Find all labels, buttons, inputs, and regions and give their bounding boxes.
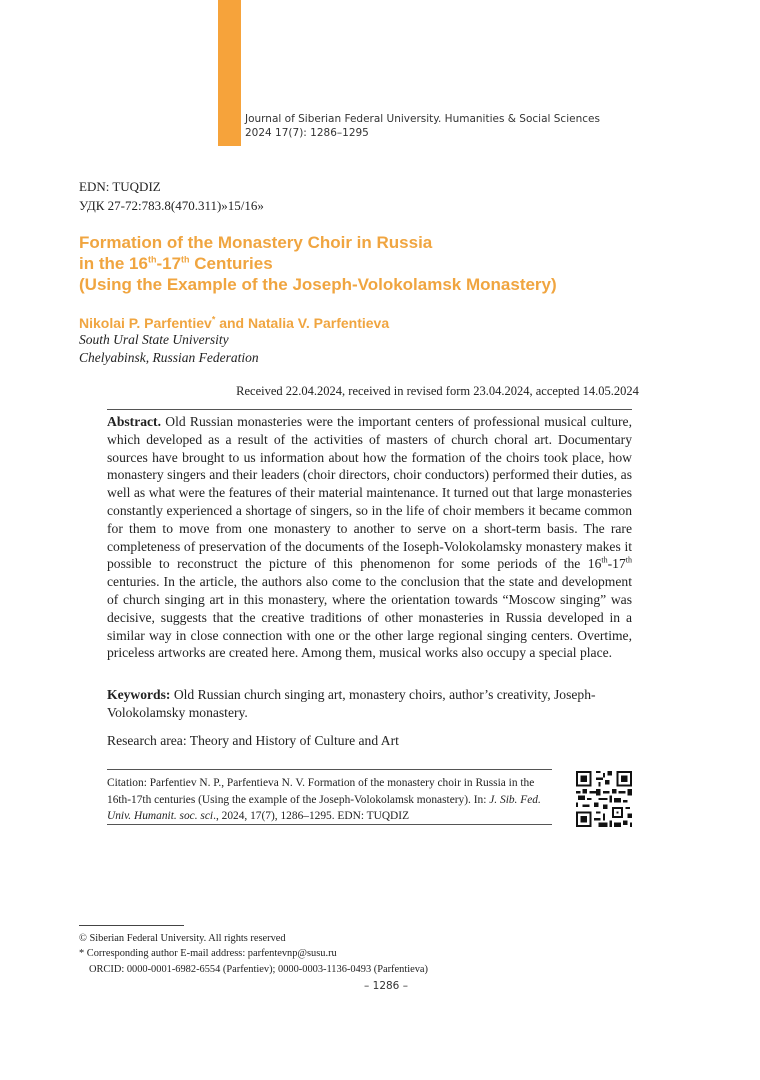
received-dates: Received 22.04.2024, received in revised form 23.04.2024, accepted 14.05.2024 [236, 384, 639, 398]
title-sup: th [147, 254, 157, 265]
footnotes [79, 931, 428, 977]
abstract-sup: th [601, 555, 608, 565]
udk-code: УДК 27-72:783.8(470.311)»15/16» [79, 198, 264, 213]
citation [107, 775, 557, 825]
citation-text: Citation: Parfentiev N. P., Parfentieva N. V. Formation of the monastery choir in Russia in the 16th-17th centuries (Using the example of the Joseph-Volokolamsk monastery). In: [107, 777, 535, 806]
journal-header [245, 112, 600, 140]
footnote-rule [79, 925, 184, 926]
citation-text: ., 2024, 17(7), 1286–1295. EDN: TUQDIZ [213, 810, 410, 822]
journal-issue: 2024 17(7): 1286–1295 [245, 127, 369, 139]
copyright-note: © Siberian Federal University. All rights reserved [79, 933, 286, 944]
journal-name: Journal of Siberian Federal University. Humanities & Social Sciences [245, 113, 600, 125]
research-area: Research area: Theory and History of Culture and Art [107, 733, 399, 748]
abstract-top-rule [107, 409, 632, 410]
affiliation-city: Chelyabinsk, Russian Federation [79, 350, 259, 365]
author-2: and Natalia V. Parfentieva [215, 315, 390, 331]
corresponding-author-note: * Corresponding author E-mail address: parfentevnp@susu.ru [79, 948, 337, 960]
abstract-text: centuries. In the article, the authors also come to the conclusion that the state and development of church singing art in this monastery, where the orientation towards “Moscow singing” was decisive, suggests that the creative traditions of other monasteries in Russia developed in a similar way in close connection with one or the other large regional singing centers. Overtime, priceless artworks are created here. Among them, musical works also occupy a special place. [107, 574, 632, 661]
title-sup: th [181, 254, 190, 265]
abstract-text: -17 [607, 556, 626, 572]
edn-code: EDN: TUQDIZ [79, 179, 161, 194]
authors [79, 315, 389, 331]
orcid-note: ORCID: 0000-0001-6982-6554 (Parfentiev); 0000-0003-1136-0493 (Parfentieva) [89, 963, 428, 975]
affiliation [79, 331, 259, 367]
citation-journal: J. Sib. Fed. Univ. Humanit. soc. sci [107, 793, 541, 822]
abstract [107, 413, 632, 662]
title-line-2-end: Centuries [189, 254, 273, 273]
citation-bottom-rule [107, 824, 552, 825]
citation-top-rule [107, 769, 552, 770]
corresponding-mark: * [211, 314, 216, 325]
title-line-3: (Using the Example of the Joseph-Volokolamsk Monastery) [79, 275, 557, 294]
affiliation-university: South Ural State University [79, 332, 229, 347]
keywords-text: Old Russian church singing art, monastery choirs, author’s creativity, Joseph-Volokolamsky monastery. [107, 687, 596, 720]
journal-accent-bar [218, 0, 241, 146]
abstract-text: Old Russian monasteries were the important centers of professional musical culture, which developed as a result of the activities of masters of church choral art. Documentary sources have brought to us information about how the formation of the choirs took place, how monastery singers and their leaders (choir directors, choir conductors) performed their duties, as well as what were the features of their material maintenance. It turned out that large monasteries constantly experienced a shortage of singers, so in the life of choir members it became common for them to move from one monastery to another to serve on a short-term basis. The rare completeness of preservation of the documents of the Ioseph-Volokolamsky monastery makes it possible to reconstruct the picture of this phenomenon for some periods of the 16 [107, 414, 632, 572]
title-line-1: Formation of the Monastery Choir in Russia [79, 233, 433, 252]
abstract-label: Abstract. [107, 414, 161, 429]
title-line-2-mid: -17 [156, 254, 182, 273]
page-number: – 1286 – [364, 980, 408, 992]
qr-code[interactable] [576, 771, 632, 827]
keywords-label: Keywords: [107, 687, 171, 702]
abstract-sup: th [625, 555, 632, 565]
article-title [79, 232, 557, 295]
author-1: Nikolai P. Parfentiev [79, 315, 212, 331]
identifiers [79, 177, 264, 215]
keywords [107, 686, 632, 722]
title-line-2-start: in the 16 [79, 254, 148, 273]
